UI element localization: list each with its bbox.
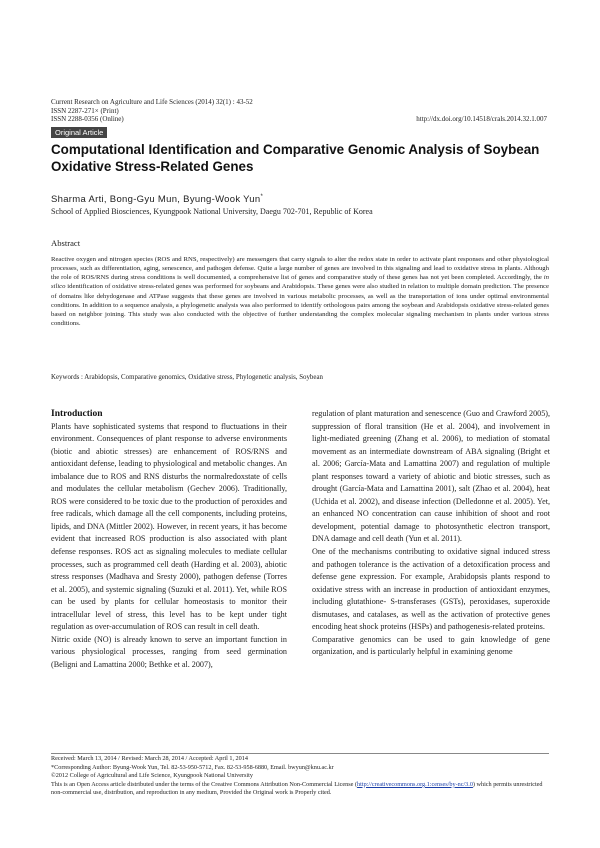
author-names: Sharma Arti, Bong-Gyu Mun, Byung-Wook Yun [51,194,261,206]
issn-online: ISSN 2288-0356 (Online) [51,115,124,124]
abstract-part-1: Reactive oxygen and nitrogen species (ROS and RNS, respectively) are messengers that carry signals to alter the redox state in order to activate plant responses and other physiological processes, such as differentiation, aging, senescence, and pathogen defense. Quite a large number of genes are involved in this signaling and lead to oxidative stress in plants. Although the role of ROS/RNS during stress conditions is well documented, a comprehensive list of genes and comparative study of these genes has not yet been completed. Accordingly, the [51,256,549,282]
abstract-italic: in silico [51,274,549,291]
license [51,781,549,798]
introduction-heading: Introduction [51,409,103,419]
abstract-heading: Abstract [51,238,81,248]
intro-paragraph-3: regulation of plant maturation and senescence (Guo and Crawford 2005), suppression of floral transition (He et al. 2004), and involvement in light-mediated greening (Zhang et al. 2006), to mediation of stomatal movement as an intermediate downstream of ABA signaling (Bright et al. 2006; García-Mata and Lamattina 2007) and regulation of multiple plant responses toward a variety of abiotic and biotic stresses, such as drought (García-Mata and Lamattina 2001), salt (Zhao et al. 2004), heat (Uchida et al. 2002), and disease infection (Delledonne et al. 2005). Yet, an enhanced NO concentration can cause inhibition of shoot and root development, potential damage to photosynthetic electron transport, DNA damage and cell death (Yun et al. 2011). [312,409,550,544]
article-type-badge: Original Article [51,127,107,138]
right-column [312,408,550,659]
license-text-1: This is an Open Access article distributed under the terms of the Creative Commons Attribution Non-Commercial License ( [51,780,358,788]
intro-paragraph-1: Plants have sophisticated systems that respond to fluctuations in their environment. Consequences of plant response to adverse environments (biotic and abiotic stresses) are enhancement of ROS/RNS and antioxidant defense, leading to physiological and metabolic changes. An imbalance due to ROS and RNS disturbs the normalredoxstate of cells and modulates the cellular metabolism (Gechev 2006). Traditionally, ROS were considered to be toxic due to the production of peroxides and free radicals, which damage all the cell components, including proteins, lipids, and DNA (Mittler 2002). However, in recent years, it has become evident that increased ROS production is also associated with plant defense responses. ROS act as signaling molecules to mediate cellular processes, such as programmed cell death (Harding et al. 2003), abiotic stress responses (Madhava and Sresty 2000), pathogen defense (Torres et al. 2005), and systemic signaling (Suzuki et al. 2011). Yet, while ROS can be used by plants for cellular homeostasis to monitor their intracellular level of stress, this level has to be kept under tight regulation as over-accumulation of ROS can result in cell death. [51,421,287,632]
received-dates: Received: March 13, 2014 / Revised: March 28, 2014 / Accepted: April 1, 2014 [51,755,248,762]
affiliation: School of Applied Biosciences, Kyungpook National University, Daegu 702-701, Republic of Korea [51,207,373,216]
issn-print: ISSN 2287-271× (Print) [51,106,119,115]
left-column [51,408,287,671]
abstract-part-2: identification of oxidative stress-related genes was performed for soybeans and Arabidopsis. These genes were also studied in relation to multiple domain prediction. The presence of domains like dehydogenase and ATPase suggests that these genes are involved in various metabolic processes, as well as the transportation of ions under optimal environmental conditions. In addition to a sequence analysis, a phylogenetic analysis was also performed to identify orthologous pairs among the soybean and Arabidopsis oxidative stress-related genes based on neighbor joining. This study was also conducted with the objective of further understanding the complex molecular signaling mechanism in plants under various stress conditions. [51,283,549,328]
paper-title: Computational Identification and Comparative Genomic Analysis of Soybean Oxidative Stress-Related Genes [51,142,540,174]
intro-paragraph-5: Comparative genomics can be used to gain knowledge of gene organization, and is particularly helpful in examining genome [312,634,550,657]
license-link[interactable]: http://creativecommons.org.1:censes/by-nc/3.0 [357,780,473,788]
author-list [51,194,263,205]
footer-notes [51,755,549,798]
footer-divider [51,753,549,754]
corresponding-author: *Corresponding Author: Byung-Wook Yun, Tel. 82-53-950-5712, Fax. 82-53-958-6880, Email. bwyun@knu.ac.kr [51,763,334,771]
license-text-2: ) which permits unrestricted non-commercial use, distribution, and reproduction in any medium, Provided the Original work is Properly cited. [51,780,543,797]
keywords: Keywords : Arabidopsis, Comparative genomics, Oxidative stress, Phylogenetic analysis, Soybean [51,374,323,381]
intro-paragraph-2: Nitric oxide (NO) is already known to serve an important function in various physiological processes, ranging from seed germination (Beligni and Lamattina 2000; Bethke et al. 2007), [51,634,287,669]
abstract-text [51,255,549,328]
corresponding-mark: * [260,194,264,200]
intro-paragraph-4: One of the mechanisms contributing to oxidative signal induced stress and pathogen tolerance is the activation of a detoxification process and defense gene expression. For example, Arabidopsis plants respond to oxidative stress with an increase in production of antioxidant enzymes, including glutathione- S-transferases (GSTs), peroxidases, superoxide dismutases, and catalases, as well as the activation of protective genes encoding heat shock proteins (HSPs) and pathogenesis-related proteins. [312,547,550,632]
doi-link[interactable]: http://dx.doi.org/10.14518/crals.2014.32.1.007 [416,115,547,123]
journal-citation: Current Research on Agriculture and Life Sciences (2014) 32(1) : 43-52 [51,98,253,106]
copyright: ©2012 College of Agricultural and Life Science, Kyungpook National University [51,772,253,780]
journal-info [51,98,253,124]
